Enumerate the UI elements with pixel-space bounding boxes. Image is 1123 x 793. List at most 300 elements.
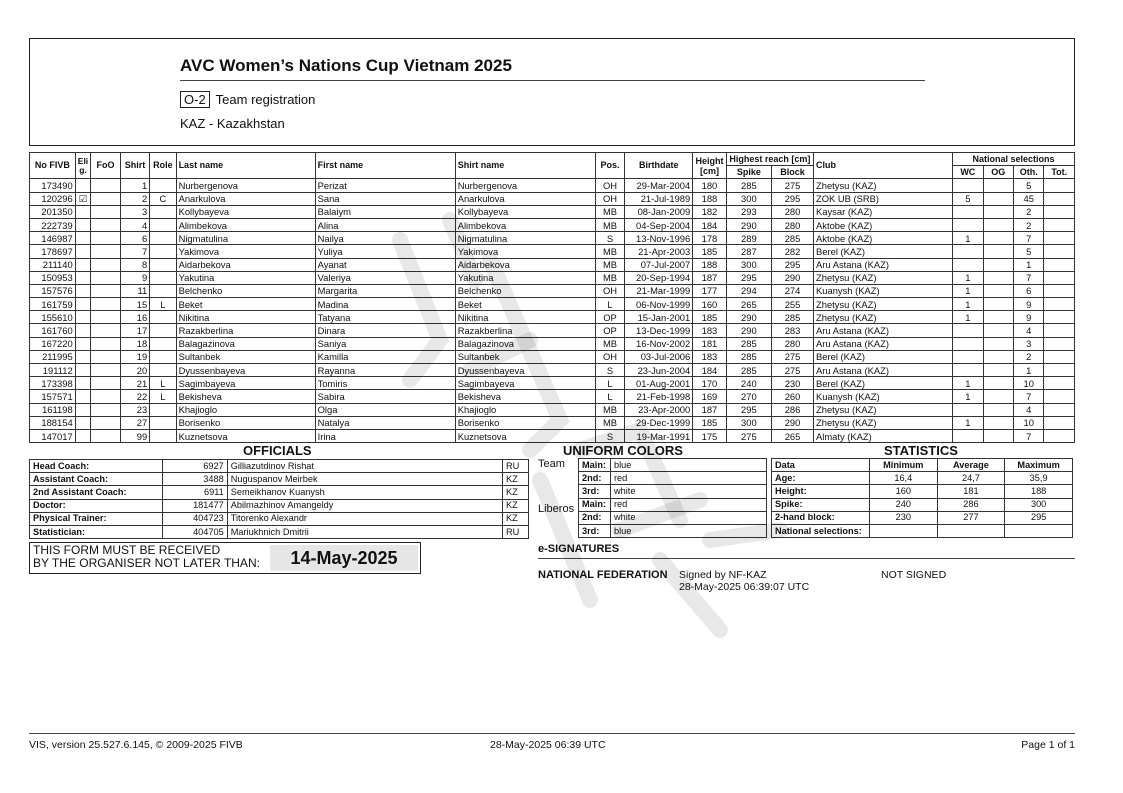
uniform-color: blue: [611, 524, 767, 537]
cell-first-name: Sana: [315, 192, 455, 205]
cell-shirt-name: Nurbergenova: [455, 179, 595, 192]
statistics-max: 295: [1005, 511, 1073, 524]
cell-foo: [91, 284, 120, 297]
cell-height: 185: [693, 311, 726, 324]
cell-pos: MB: [595, 245, 624, 258]
cell-birthdate: 21-Apr-2003: [625, 245, 693, 258]
roster-body: [30, 179, 1075, 443]
col-club: Club: [814, 153, 953, 179]
cell-elig: [75, 311, 91, 324]
cell-no-fivb: 120296: [30, 192, 76, 205]
cell-block: 255: [772, 298, 814, 311]
cell-oth: 10: [1014, 416, 1044, 429]
cell-elig: [75, 271, 91, 284]
cell-pos: MB: [595, 416, 624, 429]
cell-tot: [1044, 284, 1075, 297]
deadline-line-1: THIS FORM MUST BE RECEIVED: [33, 543, 221, 557]
deadline-line-2: BY THE ORGANISER NOT LATER THAN:: [33, 556, 260, 570]
col-no-fivb: No FIVB: [30, 153, 76, 179]
title-divider: [180, 80, 925, 81]
cell-birthdate: 07-Jul-2007: [625, 258, 693, 271]
cell-elig: [75, 324, 91, 337]
cell-og: [983, 390, 1013, 403]
cell-height: 178: [693, 232, 726, 245]
table-row: [30, 271, 1075, 284]
cell-shirt-name: Anarkulova: [455, 192, 595, 205]
table-row: [30, 324, 1075, 337]
cell-birthdate: 19-Mar-1991: [625, 429, 693, 442]
cell-shirt: 4: [120, 218, 149, 231]
cell-shirt-name: Dyussenbayeva: [455, 364, 595, 377]
cell-role: L: [150, 377, 176, 390]
statistics-label: Spike:: [772, 498, 870, 511]
cell-spike: 285: [726, 350, 771, 363]
cell-last-name: Yakutina: [176, 271, 315, 284]
statistics-header-cell: Data: [772, 459, 870, 472]
cell-tot: [1044, 416, 1075, 429]
table-row: [30, 416, 1075, 429]
cell-elig: [75, 390, 91, 403]
cell-tot: [1044, 390, 1075, 403]
cell-club: Aru Astana (KAZ): [814, 324, 953, 337]
cell-elig: ☑: [75, 192, 91, 205]
cell-last-name: Nigmatulina: [176, 232, 315, 245]
roster-table: [29, 152, 1075, 443]
cell-pos: OH: [595, 284, 624, 297]
cell-shirt: 1: [120, 179, 149, 192]
cell-foo: [91, 258, 120, 271]
cell-oth: 6: [1014, 284, 1044, 297]
statistics-header-row: [772, 459, 1073, 472]
cell-elig: [75, 364, 91, 377]
cell-birthdate: 16-Nov-2002: [625, 337, 693, 350]
cell-role: C: [150, 192, 176, 205]
cell-block: 230: [772, 377, 814, 390]
statistics-avg: 286: [937, 498, 1005, 511]
cell-role: [150, 364, 176, 377]
cell-oth: 2: [1014, 350, 1044, 363]
cell-last-name: Khajioglo: [176, 403, 315, 416]
signed-by: Signed by NF-KAZ: [679, 569, 767, 581]
cell-elig: [75, 377, 91, 390]
uniform-color: blue: [611, 459, 767, 472]
table-row: [30, 377, 1075, 390]
cell-shirt-name: Sagimbayeva: [455, 377, 595, 390]
cell-wc: 1: [953, 232, 983, 245]
cell-spike: 240: [726, 377, 771, 390]
cell-last-name: Beket: [176, 298, 315, 311]
col-role: Role: [150, 153, 176, 179]
cell-block: 283: [772, 324, 814, 337]
uniform-table: [578, 458, 767, 538]
official-name: Gilliazutdinov Rishat: [227, 460, 502, 473]
cell-oth: 1: [1014, 364, 1044, 377]
cell-birthdate: 13-Nov-1996: [625, 232, 693, 245]
cell-og: [983, 205, 1013, 218]
col-oth: Oth.: [1014, 166, 1044, 179]
cell-last-name: Kollybayeva: [176, 205, 315, 218]
cell-elig: [75, 205, 91, 218]
cell-wc: 1: [953, 416, 983, 429]
cell-birthdate: 06-Nov-1999: [625, 298, 693, 311]
table-row: [30, 245, 1075, 258]
cell-block: 280: [772, 337, 814, 350]
uniform-slot-label: Main:: [579, 459, 611, 472]
cell-oth: 7: [1014, 271, 1044, 284]
col-spike: Spike: [726, 166, 771, 179]
official-id: 6911: [162, 486, 227, 499]
cell-tot: [1044, 337, 1075, 350]
cell-shirt-name: Belchenko: [455, 284, 595, 297]
cell-wc: [953, 403, 983, 416]
cell-elig: [75, 350, 91, 363]
cell-og: [983, 218, 1013, 231]
form-code-line: [180, 92, 315, 107]
table-row: [30, 258, 1075, 271]
cell-spike: 287: [726, 245, 771, 258]
cell-shirt: 11: [120, 284, 149, 297]
cell-birthdate: 29-Dec-1999: [625, 416, 693, 429]
cell-shirt-name: Nikitina: [455, 311, 595, 324]
cell-shirt: 3: [120, 205, 149, 218]
cell-oth: 5: [1014, 245, 1044, 258]
cell-first-name: Tatyana: [315, 311, 455, 324]
cell-role: [150, 284, 176, 297]
cell-no-fivb: 211995: [30, 350, 76, 363]
table-row: [30, 284, 1075, 297]
cell-spike: 265: [726, 298, 771, 311]
cell-height: 184: [693, 364, 726, 377]
cell-foo: [91, 390, 120, 403]
table-row: [30, 337, 1075, 350]
cell-spike: 290: [726, 218, 771, 231]
cell-shirt: 7: [120, 245, 149, 258]
col-last-name: Last name: [176, 153, 315, 179]
official-nationality: RU: [503, 460, 529, 473]
cell-shirt: 23: [120, 403, 149, 416]
cell-role: [150, 416, 176, 429]
cell-club: Aru Astana (KAZ): [814, 364, 953, 377]
uniform-team-row: [579, 485, 767, 498]
cell-block: 290: [772, 271, 814, 284]
official-row: [30, 473, 529, 486]
uniform-color: red: [611, 498, 767, 511]
cell-height: 177: [693, 284, 726, 297]
cell-no-fivb: 178697: [30, 245, 76, 258]
cell-last-name: Bekisheva: [176, 390, 315, 403]
col-first-name: First name: [315, 153, 455, 179]
cell-last-name: Dyussenbayeva: [176, 364, 315, 377]
cell-height: 181: [693, 337, 726, 350]
cell-oth: 9: [1014, 311, 1044, 324]
cell-foo: [91, 337, 120, 350]
uniform-team-row: [579, 459, 767, 472]
cell-last-name: Nikitina: [176, 311, 315, 324]
cell-wc: 1: [953, 271, 983, 284]
cell-spike: 289: [726, 232, 771, 245]
cell-first-name: Irina: [315, 429, 455, 442]
cell-birthdate: 23-Apr-2000: [625, 403, 693, 416]
cell-foo: [91, 364, 120, 377]
cell-block: 265: [772, 429, 814, 442]
col-og: OG: [983, 166, 1013, 179]
official-role: 2nd Assistant Coach:: [30, 486, 163, 499]
cell-spike: 300: [726, 416, 771, 429]
col-national: National selections: [953, 153, 1075, 166]
cell-elig: [75, 245, 91, 258]
cell-height: 160: [693, 298, 726, 311]
cell-height: 187: [693, 403, 726, 416]
cell-elig: [75, 429, 91, 442]
cell-shirt-name: Nigmatulina: [455, 232, 595, 245]
cell-oth: 7: [1014, 429, 1044, 442]
cell-elig: [75, 416, 91, 429]
cell-role: [150, 179, 176, 192]
cell-club: ZOK UB (SRB): [814, 192, 953, 205]
official-role: Doctor:: [30, 499, 163, 512]
cell-no-fivb: 161760: [30, 324, 76, 337]
cell-shirt: 99: [120, 429, 149, 442]
cell-foo: [91, 416, 120, 429]
uniform-title: UNIFORM COLORS: [563, 443, 683, 458]
official-row: [30, 460, 529, 473]
cell-og: [983, 192, 1013, 205]
cell-block: 260: [772, 390, 814, 403]
cell-shirt-name: Razakberlina: [455, 324, 595, 337]
cell-wc: [953, 324, 983, 337]
cell-pos: OP: [595, 324, 624, 337]
cell-oth: 1: [1014, 258, 1044, 271]
cell-elig: [75, 337, 91, 350]
cell-spike: 270: [726, 390, 771, 403]
cell-pos: OH: [595, 179, 624, 192]
cell-spike: 290: [726, 324, 771, 337]
cell-club: Zhetysu (KAZ): [814, 271, 953, 284]
footer-timestamp: 28-May-2025 06:39 UTC: [490, 739, 606, 751]
uniform-slot-label: 3rd:: [579, 485, 611, 498]
esignatures-divider: [538, 558, 1075, 559]
cell-shirt-name: Yakimova: [455, 245, 595, 258]
cell-wc: [953, 179, 983, 192]
official-nationality: RU: [503, 525, 529, 538]
cell-shirt: 9: [120, 271, 149, 284]
cell-tot: [1044, 232, 1075, 245]
cell-height: 169: [693, 390, 726, 403]
cell-oth: 2: [1014, 205, 1044, 218]
cell-pos: S: [595, 429, 624, 442]
signature-status: NOT SIGNED: [881, 569, 947, 581]
esignatures-label: e-SIGNATURES: [538, 543, 620, 555]
cell-pos: MB: [595, 258, 624, 271]
form-name: Team registration: [215, 92, 316, 107]
cell-oth: 7: [1014, 390, 1044, 403]
cell-club: Aru Astana (KAZ): [814, 258, 953, 271]
cell-wc: [953, 218, 983, 231]
cell-tot: [1044, 245, 1075, 258]
cell-height: 170: [693, 377, 726, 390]
cell-block: 280: [772, 205, 814, 218]
cell-no-fivb: 201350: [30, 205, 76, 218]
cell-height: 185: [693, 416, 726, 429]
col-reach: Highest reach [cm]: [726, 153, 813, 166]
cell-og: [983, 284, 1013, 297]
statistics-header-cell: Average: [937, 459, 1005, 472]
cell-height: 188: [693, 258, 726, 271]
cell-club: Kaysar (KAZ): [814, 205, 953, 218]
cell-foo: [91, 311, 120, 324]
statistics-min: 240: [869, 498, 937, 511]
cell-pos: MB: [595, 218, 624, 231]
uniform-slot-label: 3rd:: [579, 524, 611, 537]
cell-height: 182: [693, 205, 726, 218]
statistics-label: Age:: [772, 472, 870, 485]
cell-og: [983, 337, 1013, 350]
cell-first-name: Dinara: [315, 324, 455, 337]
cell-shirt-name: Borisenko: [455, 416, 595, 429]
cell-club: Kuanysh (KAZ): [814, 284, 953, 297]
cell-tot: [1044, 205, 1075, 218]
cell-no-fivb: 147017: [30, 429, 76, 442]
cell-og: [983, 271, 1013, 284]
cell-foo: [91, 245, 120, 258]
official-id: 404705: [162, 525, 227, 538]
cell-wc: 1: [953, 311, 983, 324]
official-nationality: KZ: [503, 512, 529, 525]
cell-elig: [75, 258, 91, 271]
cell-og: [983, 364, 1013, 377]
cell-first-name: Valeriya: [315, 271, 455, 284]
official-name: Nuguspanov Meirbek: [227, 473, 502, 486]
cell-foo: [91, 179, 120, 192]
cell-birthdate: 03-Jul-2006: [625, 350, 693, 363]
cell-spike: 293: [726, 205, 771, 218]
cell-og: [983, 311, 1013, 324]
cell-club: Aktobe (KAZ): [814, 218, 953, 231]
cell-spike: 295: [726, 403, 771, 416]
cell-block: 285: [772, 232, 814, 245]
uniform-color: white: [611, 485, 767, 498]
cell-height: 180: [693, 179, 726, 192]
cell-block: 286: [772, 403, 814, 416]
page-title: AVC Women’s Nations Cup Vietnam 2025: [180, 56, 512, 75]
uniform-liberos-row: [579, 498, 767, 511]
cell-club: Zhetysu (KAZ): [814, 403, 953, 416]
cell-og: [983, 179, 1013, 192]
official-id: 6927: [162, 460, 227, 473]
cell-role: [150, 350, 176, 363]
table-row: [30, 192, 1075, 205]
uniform-slot-label: Main:: [579, 498, 611, 511]
uniform-slot-label: 2nd:: [579, 511, 611, 524]
cell-role: [150, 403, 176, 416]
col-tot: Tot.: [1044, 166, 1075, 179]
cell-club: Zhetysu (KAZ): [814, 179, 953, 192]
cell-wc: 1: [953, 298, 983, 311]
cell-spike: 285: [726, 337, 771, 350]
cell-elig: [75, 179, 91, 192]
cell-og: [983, 377, 1013, 390]
cell-foo: [91, 192, 120, 205]
cell-last-name: Sultanbek: [176, 350, 315, 363]
cell-og: [983, 324, 1013, 337]
cell-og: [983, 245, 1013, 258]
cell-no-fivb: 161759: [30, 298, 76, 311]
cell-pos: L: [595, 298, 624, 311]
cell-no-fivb: 157576: [30, 284, 76, 297]
cell-role: [150, 429, 176, 442]
cell-og: [983, 416, 1013, 429]
uniform-color: red: [611, 472, 767, 485]
cell-height: 175: [693, 429, 726, 442]
cell-og: [983, 298, 1013, 311]
official-role: Head Coach:: [30, 460, 163, 473]
cell-pos: S: [595, 232, 624, 245]
cell-tot: [1044, 377, 1075, 390]
cell-birthdate: 29-Mar-2004: [625, 179, 693, 192]
cell-last-name: Alimbekova: [176, 218, 315, 231]
cell-pos: OH: [595, 192, 624, 205]
official-row: [30, 525, 529, 538]
footer-divider: [29, 733, 1075, 734]
cell-tot: [1044, 350, 1075, 363]
cell-wc: 1: [953, 390, 983, 403]
cell-no-fivb: 191112: [30, 364, 76, 377]
cell-role: [150, 258, 176, 271]
table-row: [30, 232, 1075, 245]
cell-shirt-name: Kollybayeva: [455, 205, 595, 218]
statistics-row: [772, 524, 1073, 537]
table-row: [30, 311, 1075, 324]
cell-foo: [91, 429, 120, 442]
cell-role: L: [150, 390, 176, 403]
official-row: [30, 486, 529, 499]
cell-block: 274: [772, 284, 814, 297]
table-row: [30, 298, 1075, 311]
cell-first-name: Margarita: [315, 284, 455, 297]
cell-no-fivb: 157571: [30, 390, 76, 403]
cell-spike: 275: [726, 429, 771, 442]
signed-at: 28-May-2025 06:39:07 UTC: [679, 581, 810, 593]
cell-role: [150, 245, 176, 258]
cell-role: L: [150, 298, 176, 311]
cell-shirt: 2: [120, 192, 149, 205]
table-row: [30, 429, 1075, 442]
cell-last-name: Balagazinova: [176, 337, 315, 350]
statistics-title: STATISTICS: [884, 443, 958, 458]
cell-oth: 4: [1014, 403, 1044, 416]
cell-foo: [91, 205, 120, 218]
statistics-label: 2-hand block:: [772, 511, 870, 524]
cell-height: 187: [693, 271, 726, 284]
statistics-label: National selections:: [772, 524, 870, 537]
cell-height: 184: [693, 218, 726, 231]
cell-shirt-name: Bekisheva: [455, 390, 595, 403]
cell-tot: [1044, 403, 1075, 416]
table-row: [30, 205, 1075, 218]
cell-pos: MB: [595, 205, 624, 218]
cell-shirt: 27: [120, 416, 149, 429]
cell-og: [983, 429, 1013, 442]
cell-last-name: Anarkulova: [176, 192, 315, 205]
cell-birthdate: 04-Sep-2004: [625, 218, 693, 231]
cell-first-name: Yuliya: [315, 245, 455, 258]
cell-foo: [91, 403, 120, 416]
cell-wc: 5: [953, 192, 983, 205]
cell-no-fivb: 173490: [30, 179, 76, 192]
cell-first-name: Olga: [315, 403, 455, 416]
cell-birthdate: 15-Jan-2001: [625, 311, 693, 324]
cell-shirt: 15: [120, 298, 149, 311]
